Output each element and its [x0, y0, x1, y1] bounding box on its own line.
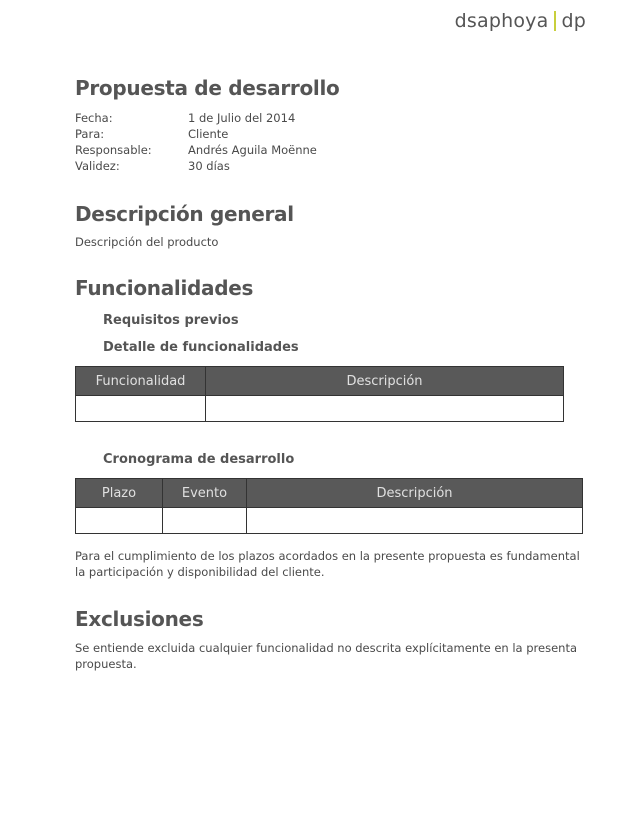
funcionalidades-table: [75, 366, 564, 422]
meta-row-responsable: [75, 142, 583, 158]
meta-key: Validez:: [75, 159, 120, 173]
subheading-detalle: Detalle de funcionalidades: [103, 340, 299, 355]
meta-value: Cliente: [188, 127, 229, 141]
meta-row-validez: [75, 158, 583, 174]
table-cell: [76, 396, 206, 422]
table-cell: [163, 508, 247, 534]
descripcion-text: Descripción del producto: [75, 235, 219, 249]
table-row: [76, 396, 564, 422]
meta-value: 1 de Julio del 2014: [188, 111, 296, 125]
table-cell: [247, 508, 583, 534]
company-logo: [455, 10, 586, 32]
cronograma-note: Para el cumplimiento de los plazos acordados en la presente propuesta es fundamental la participación y disponibilidad del cliente.: [75, 549, 580, 579]
logo-mark: dp: [561, 10, 586, 32]
column-header-descripcion: Descripción: [206, 367, 564, 396]
table-cell: [76, 508, 163, 534]
meta-row-fecha: [75, 110, 583, 126]
logo-divider: [554, 11, 556, 31]
meta-row-para: [75, 126, 583, 142]
subheading-cronograma: Cronograma de desarrollo: [103, 452, 295, 467]
table-header-row: [76, 367, 564, 396]
table-header-row: [76, 479, 583, 508]
meta-key: Responsable:: [75, 143, 152, 157]
table-cell: [206, 396, 564, 422]
section-heading-funcionalidades: Funcionalidades: [75, 276, 254, 300]
document-body: [75, 76, 583, 672]
table-row: [76, 508, 583, 534]
meta-key: Para:: [75, 127, 105, 141]
meta-value: 30 días: [188, 159, 230, 173]
document-title: Propuesta de desarrollo: [75, 76, 340, 100]
section-heading-descripcion: Descripción general: [75, 202, 294, 226]
meta-value: Andrés Aguila Moënne: [188, 143, 317, 157]
column-header-funcionalidad: Funcionalidad: [76, 367, 206, 396]
subheading-requisitos: Requisitos previos: [103, 313, 239, 328]
exclusiones-text: Se entiende excluida cualquier funcionalidad no descrita explícitamente en la presenta propuesta.: [75, 641, 578, 671]
logo-name: dsaphoya: [454, 10, 549, 32]
meta-key: Fecha:: [75, 111, 113, 125]
cronograma-table: [75, 478, 583, 534]
column-header-descripcion: Descripción: [247, 479, 583, 508]
metadata-block: [75, 110, 583, 174]
section-heading-exclusiones: Exclusiones: [75, 607, 204, 631]
column-header-evento: Evento: [163, 479, 247, 508]
column-header-plazo: Plazo: [76, 479, 163, 508]
